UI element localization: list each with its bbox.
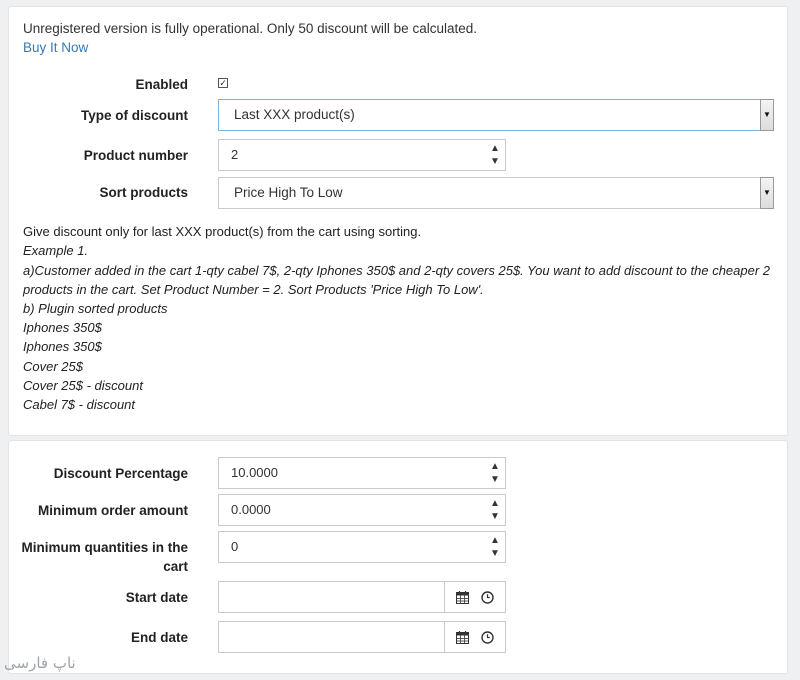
- spin-up-icon[interactable]: ▲: [490, 535, 500, 546]
- sort-products-select[interactable]: [218, 177, 774, 209]
- enabled-checkbox[interactable]: ✓: [219, 78, 227, 88]
- spin-up-icon[interactable]: ▲: [490, 143, 500, 154]
- enabled-label: Enabled: [135, 77, 188, 92]
- minimum-order-amount-value: 0.0000: [231, 502, 271, 517]
- spin-down-icon[interactable]: ▼: [490, 156, 500, 167]
- minimum-order-amount-label: Minimum order amount: [37, 503, 188, 518]
- minimum-quantities-spinner: [487, 534, 503, 560]
- description-line: Give discount only for last XXX product(s) from the cart using sorting.: [23, 224, 422, 239]
- minimum-order-amount-input[interactable]: [218, 494, 506, 526]
- discount-values-panel: [8, 440, 788, 674]
- discount-percentage-label: Discount Percentage: [53, 466, 188, 481]
- type-of-discount-value: Last XXX product(s): [234, 107, 355, 122]
- minimum-quantities-input[interactable]: [218, 531, 506, 563]
- chevron-down-icon[interactable]: ▼: [760, 99, 774, 131]
- product-number-input[interactable]: [218, 139, 506, 171]
- discount-settings-panel: [8, 6, 788, 436]
- spin-down-icon[interactable]: ▼: [490, 511, 500, 522]
- spin-up-icon[interactable]: ▲: [490, 461, 500, 472]
- spin-down-icon[interactable]: ▼: [490, 474, 500, 485]
- description-line: a)Customer added in the cart 1-qty cabel 7$, 2-qty Iphones 350$ and 2-qty covers 25$. You want to add discount to the cheaper 2: [23, 263, 771, 278]
- clock-icon[interactable]: [481, 631, 494, 644]
- description-line: Example 1.: [23, 243, 89, 258]
- chevron-down-icon[interactable]: ▼: [760, 177, 774, 209]
- divider: [444, 622, 445, 652]
- product-number-label: Product number: [83, 148, 188, 163]
- discount-percentage-spinner: [487, 460, 503, 486]
- end-date-label: End date: [130, 630, 188, 645]
- description-line: b) Plugin sorted products: [23, 301, 168, 316]
- type-of-discount-label: Type of discount: [81, 108, 188, 123]
- description-line: Cover 25$ - discount: [23, 378, 143, 393]
- end-date-input[interactable]: [218, 621, 506, 653]
- description-line: products in the cart. Set Product Number = 2. Sort Products 'Price High To Low'.: [23, 282, 484, 297]
- description-line: Iphones 350$: [23, 320, 102, 335]
- spin-down-icon[interactable]: ▼: [490, 548, 500, 559]
- discount-percentage-input[interactable]: [218, 457, 506, 489]
- description-line: Iphones 350$: [23, 339, 102, 354]
- product-number-value: 2: [231, 147, 239, 162]
- product-number-spinner: [487, 142, 503, 168]
- type-of-discount-select[interactable]: [218, 99, 774, 131]
- minimum-order-amount-spinner: [487, 497, 503, 523]
- description-line: Cover 25$: [23, 359, 83, 374]
- discount-percentage-value: 10.0000: [231, 465, 278, 480]
- divider: [444, 582, 445, 612]
- minimum-quantities-label: Minimum quantities in the: [21, 540, 188, 555]
- buy-it-now-link[interactable]: Buy It Now: [23, 40, 89, 55]
- description-line: Cabel 7$ - discount: [23, 397, 136, 412]
- clock-icon[interactable]: [481, 591, 494, 604]
- sort-products-label: Sort products: [99, 185, 188, 200]
- sort-products-value: Price High To Low: [234, 185, 343, 200]
- spin-up-icon[interactable]: ▲: [490, 498, 500, 509]
- start-date-label: Start date: [125, 590, 188, 605]
- calendar-icon[interactable]: [456, 631, 469, 644]
- start-date-input[interactable]: [218, 581, 506, 613]
- unregistered-notice: Unregistered version is fully operational. Only 50 discount will be calculated.: [23, 21, 477, 36]
- watermark: ناپ فارسی: [4, 654, 76, 672]
- minimum-quantities-label-cont: cart: [163, 559, 188, 574]
- calendar-icon[interactable]: [456, 591, 469, 604]
- minimum-quantities-value: 0: [231, 539, 239, 554]
